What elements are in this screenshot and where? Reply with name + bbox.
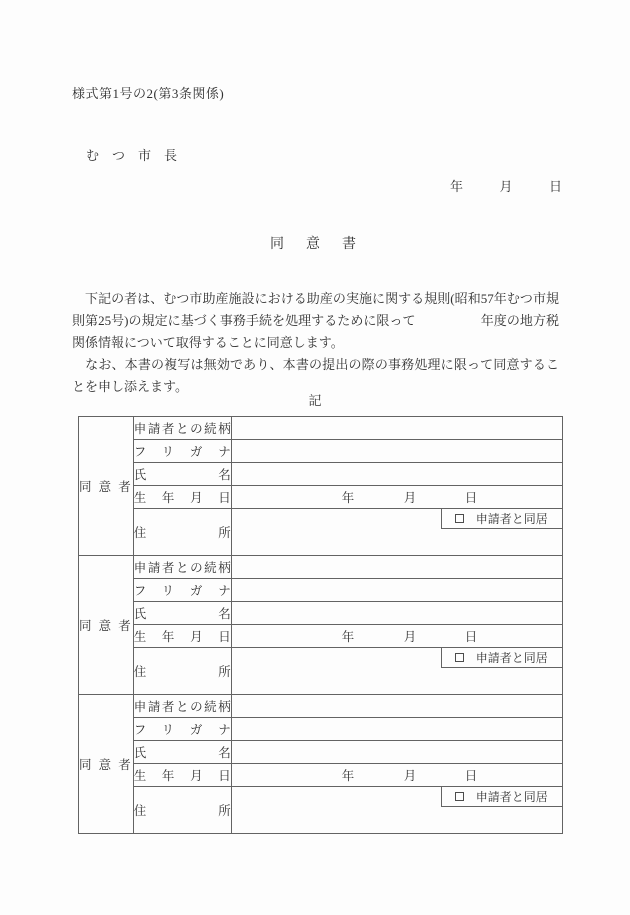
birth-month-unit: 月 <box>403 769 417 783</box>
table-row <box>79 417 563 440</box>
birth-date-input-1[interactable] <box>231 486 562 509</box>
furigana-input-2[interactable] <box>231 579 562 602</box>
table-row <box>79 718 563 741</box>
note-marker: 記 <box>308 393 322 408</box>
birth-day-unit: 日 <box>464 491 478 505</box>
name-label: 氏名 <box>133 741 231 764</box>
table-row <box>79 695 563 718</box>
header-date-line <box>450 176 562 195</box>
table-row <box>79 463 563 486</box>
cohabit-checkbox-3[interactable] <box>455 792 464 801</box>
consent-table <box>78 416 563 834</box>
relationship-input-3[interactable] <box>231 695 562 718</box>
table-row <box>79 764 563 787</box>
birth-month-unit: 月 <box>403 491 417 505</box>
address-label: 住所 <box>133 648 231 695</box>
relationship-label: 申請者との続柄 <box>133 695 231 718</box>
birth-date-input-2[interactable] <box>231 625 562 648</box>
furigana-input-1[interactable] <box>231 440 562 463</box>
table-row <box>79 509 563 556</box>
address-input-1[interactable] <box>231 509 562 556</box>
addressee-mayor: む つ 市 長 <box>86 148 178 163</box>
furigana-label: フリガナ <box>133 579 231 602</box>
body-paragraph-1: 下記の者は、むつ市助産施設における助産の実施に関する規則(昭和57年むつ市規則第25号)の規定に基づく事務手続を処理するために限って 年度の地方税関係情報について取得することに同意します。 <box>72 291 559 350</box>
birth-year-unit: 年 <box>341 491 355 505</box>
address-input-2[interactable] <box>231 648 562 695</box>
birth-date-label: 生年月日 <box>133 625 231 648</box>
name-label: 氏名 <box>133 602 231 625</box>
relationship-label: 申請者との続柄 <box>133 417 231 440</box>
furigana-input-3[interactable] <box>231 718 562 741</box>
table-row <box>79 556 563 579</box>
birth-day-unit: 日 <box>464 630 478 644</box>
form-code: 様式第1号の2(第3条関係) <box>72 86 225 101</box>
relationship-input-2[interactable] <box>231 556 562 579</box>
cohabit-label: 申請者と同居 <box>475 651 548 665</box>
header-year-label: 年 <box>450 179 464 194</box>
address-label: 住所 <box>133 509 231 556</box>
cohabit-checkbox-1[interactable] <box>455 514 464 523</box>
cohabit-cell <box>441 648 562 668</box>
consenter-group-label-2: 同 意 者 <box>79 556 134 695</box>
name-input-1[interactable] <box>231 463 562 486</box>
document-title: 同 意 書 <box>270 237 360 252</box>
header-day-label: 日 <box>548 179 562 194</box>
cohabit-cell <box>441 509 562 529</box>
relationship-label: 申請者との続柄 <box>133 556 231 579</box>
table-row <box>79 625 563 648</box>
birth-date-input-3[interactable] <box>231 764 562 787</box>
cohabit-label: 申請者と同居 <box>475 512 548 526</box>
birth-date-label: 生年月日 <box>133 486 231 509</box>
address-label: 住所 <box>133 787 231 834</box>
header-month-label: 月 <box>499 179 513 194</box>
birth-month-unit: 月 <box>403 630 417 644</box>
cohabit-cell <box>441 787 562 807</box>
address-input-3[interactable] <box>231 787 562 834</box>
name-input-2[interactable] <box>231 602 562 625</box>
birth-year-unit: 年 <box>341 769 355 783</box>
body-paragraph-2: なお、本書の複写は無効であり、本書の提出の際の事務処理に限って同意することを申し添えます。 <box>72 357 559 394</box>
table-row <box>79 579 563 602</box>
name-input-3[interactable] <box>231 741 562 764</box>
table-row <box>79 602 563 625</box>
table-row <box>79 741 563 764</box>
cohabit-checkbox-2[interactable] <box>455 653 464 662</box>
table-row <box>79 648 563 695</box>
relationship-input-1[interactable] <box>231 417 562 440</box>
birth-day-unit: 日 <box>464 769 478 783</box>
furigana-label: フリガナ <box>133 718 231 741</box>
body-text <box>72 288 559 398</box>
birth-year-unit: 年 <box>341 630 355 644</box>
table-row <box>79 486 563 509</box>
birth-date-label: 生年月日 <box>133 764 231 787</box>
table-row <box>79 787 563 834</box>
furigana-label: フリガナ <box>133 440 231 463</box>
consenter-group-label-3: 同 意 者 <box>79 695 134 834</box>
cohabit-label: 申請者と同居 <box>475 790 548 804</box>
consenter-group-label-1: 同 意 者 <box>79 417 134 556</box>
name-label: 氏名 <box>133 463 231 486</box>
table-row <box>79 440 563 463</box>
